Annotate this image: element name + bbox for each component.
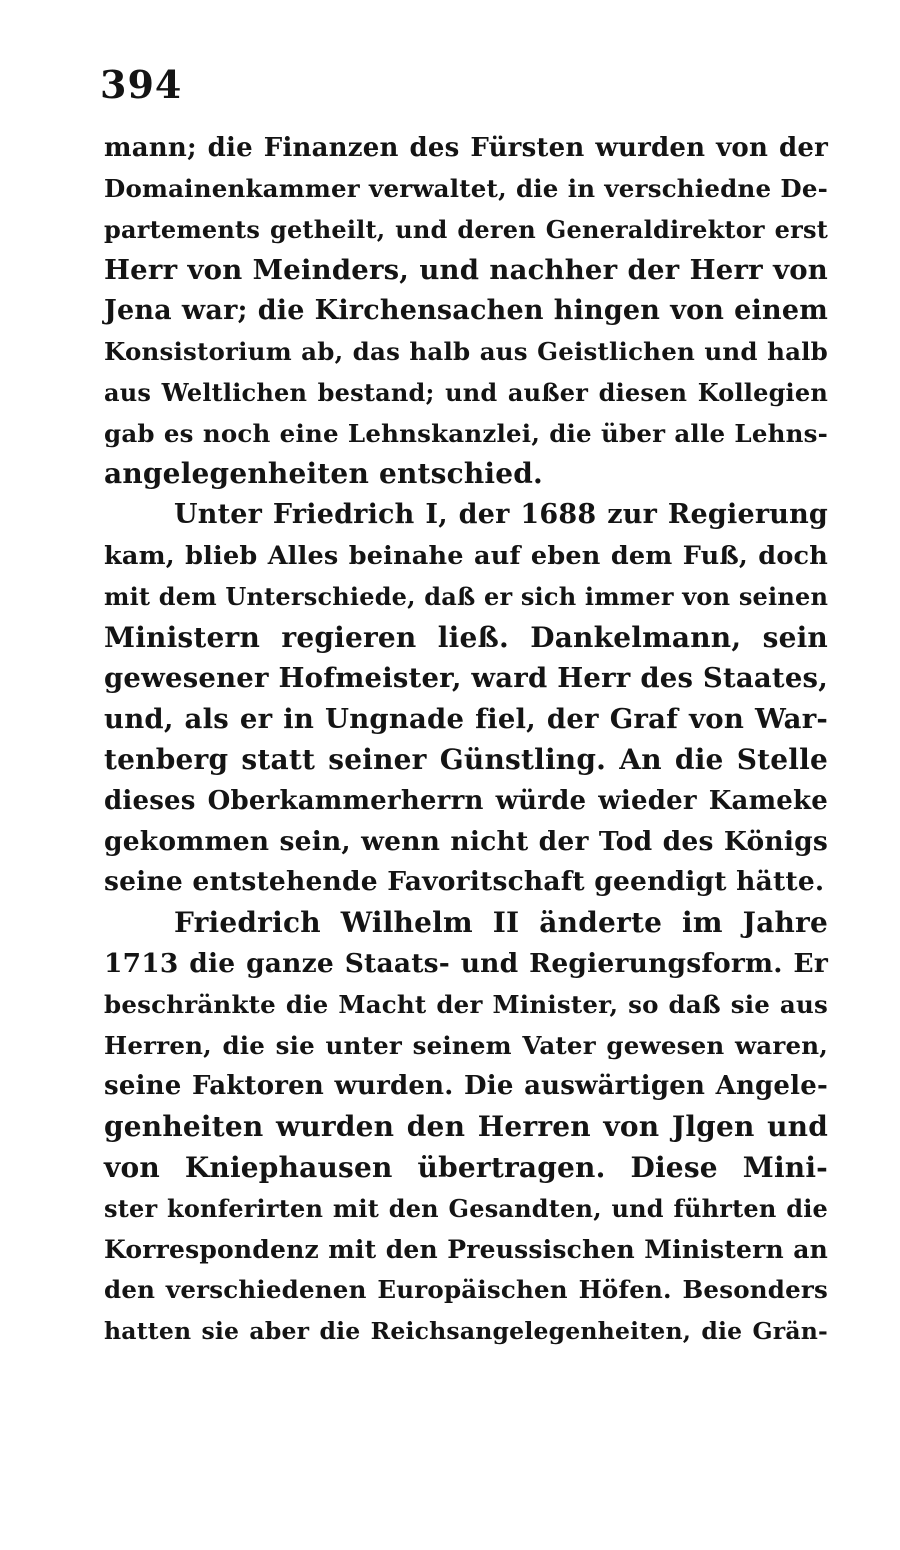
text-line: partements getheilt, und deren Generaldirektor erst [104, 214, 828, 244]
paragraph-start-line: Unter Friedrich I, der 1688 zur Regierung [174, 499, 828, 531]
text-line: beschränkte die Macht der Minister, so daß sie aus [104, 989, 828, 1019]
text-line: kam, blieb Alles beinahe auf eben dem Fuß, doch [104, 540, 828, 571]
text-line: Korrespondenz mit den Preussischen Ministern an [104, 1234, 828, 1264]
text-line: seine entstehende Favoritschaft geendigt hätte. [104, 866, 825, 898]
text-line: angelegenheiten entschied. [104, 457, 544, 491]
text-line: gab es noch eine Lehnskanzlei, die über alle Lehns- [104, 418, 828, 448]
text-line: hatten sie aber die Reichsangelegenheiten, die Grän- [104, 1317, 828, 1346]
paragraph-start-line: Friedrich Wilhelm II änderte im Jahre [174, 906, 828, 940]
text-line: 1713 die ganze Staats- und Regierungsform. Er [104, 947, 828, 979]
text-line: ster konferirten mit den Gesandten, und führten die [104, 1193, 828, 1223]
text-line: Domainenkammer verwaltet, die in verschiedne De- [104, 173, 828, 203]
page-number: 394 [100, 62, 183, 107]
text-line: von Kniephausen übertragen. Diese Mini- [104, 1150, 828, 1184]
text-line: und, als er in Ungnade fiel, der Graf von War- [104, 703, 828, 736]
text-line: seine Faktoren wurden. Die auswärtigen Angele- [104, 1071, 828, 1102]
text-line: Herren, die sie unter seinem Vater gewesen waren, [104, 1030, 828, 1060]
text-line: Herr von Meinders, und nachher der Herr von [104, 254, 828, 287]
text-line: gewesener Hofmeister, ward Herr des Staates, [104, 662, 828, 695]
text-line: dieses Oberkammerherrn würde wieder Kameke [104, 785, 828, 816]
text-line: Jena war; die Kirchensachen hingen von einem [104, 295, 828, 327]
text-line: tenberg statt seiner Günstling. An die Stelle [104, 742, 828, 776]
text-line: Konsistorium ab, das halb aus Geistlichen und halb [104, 336, 828, 366]
text-line: gekommen sein, wenn nicht der Tod des Königs [104, 825, 828, 857]
text-line: genheiten wurden den Herren von Jlgen und [104, 1110, 828, 1144]
body-text [104, 128, 828, 1352]
text-line: mann; die Finanzen des Fürsten wurden von der [104, 133, 828, 163]
text-line: Ministern regieren ließ. Dankelmann, sein [104, 620, 828, 654]
text-line: aus Weltlichen bestand; und außer diesen Kollegien [104, 377, 828, 407]
text-line: mit dem Unterschiede, daß er sich immer von seinen [104, 581, 829, 611]
text-line: den verschiedenen Europäischen Höfen. Besonders [104, 1275, 828, 1305]
